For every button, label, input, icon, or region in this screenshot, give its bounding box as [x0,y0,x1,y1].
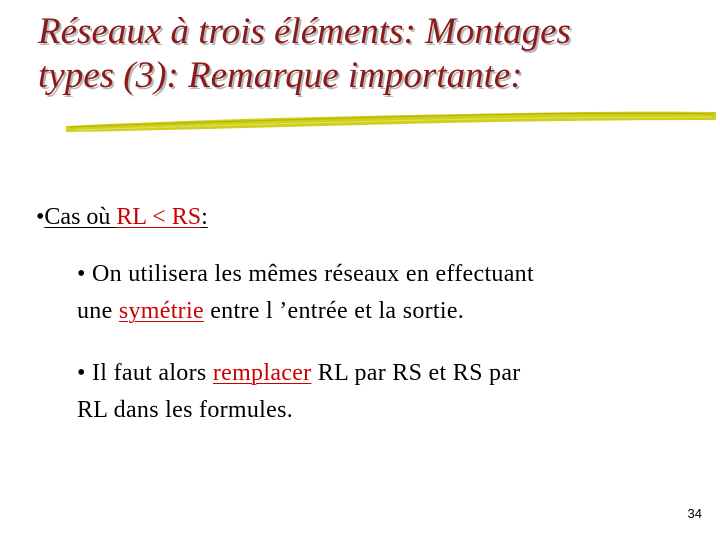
sub-bullet-replace [77,355,521,429]
sub-bullet-2-pre: Il faut alors [92,360,213,386]
title-underline-brush-stroke [66,102,716,138]
sub-bullet-2-post: RL par RS et RS par [311,360,521,386]
sub-bullet-1-post: entre l ’entrée et la sortie. [203,298,465,324]
sub-bullet-symmetry [77,256,534,330]
slide-title [38,10,571,98]
sub-bullet-2-line-2: RL dans les formules. [77,397,294,423]
sub-bullet-1-highlight: symétrie [118,298,204,324]
page-number: 34 [687,506,702,521]
bullet-dot: • [36,204,45,230]
sub-bullet-1-pre: une [77,298,119,324]
bullet-main [36,198,208,236]
bullet-dot: • [77,261,86,287]
bullet-dot: • [77,360,86,386]
sub-bullet-1-line-1 [77,256,534,293]
title-line-1: Réseaux à trois éléments: Montages [38,11,571,52]
sub-bullet-1-line-2 [77,293,534,330]
sub-bullet-2-highlight: remplacer [212,360,312,386]
bullet-main-suffix: : [201,204,208,230]
title-line-2: types (3): Remarque importante: [38,55,523,96]
bullet-main-highlight: RL < RS [116,204,202,230]
sub-bullet-1-text: On utilisera les mêmes réseaux en effectuant [92,261,534,287]
bullet-main-prefix: Cas où [44,204,117,230]
sub-bullet-2-line-1 [77,355,521,392]
